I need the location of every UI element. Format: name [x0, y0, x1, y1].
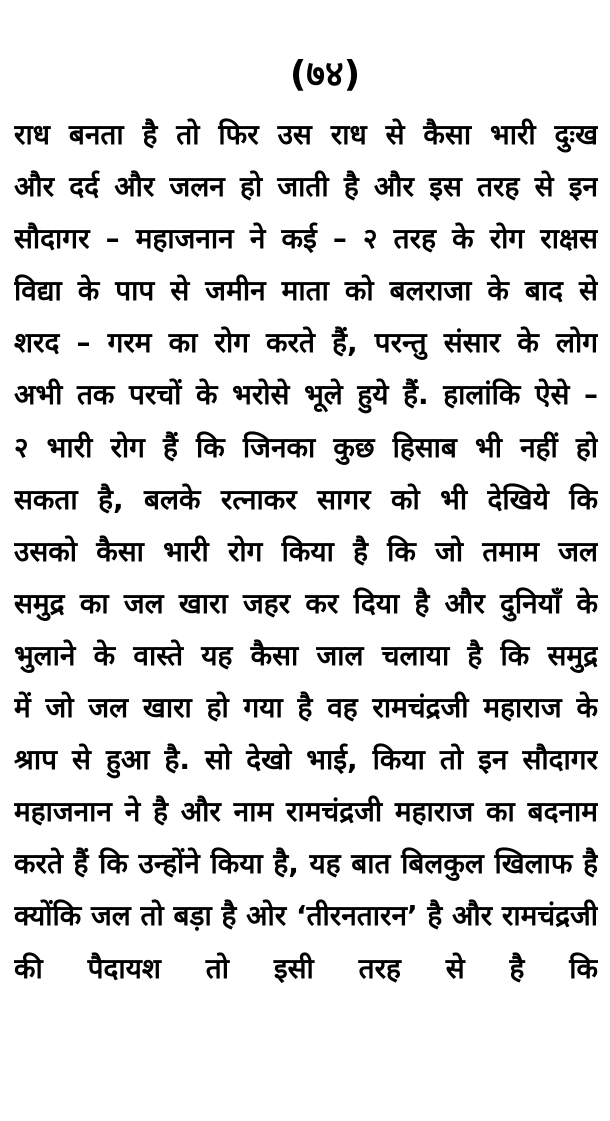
text-line: की पैदायश तो इसी तरह से है कि: [14, 951, 598, 985]
text-line: श्राप से हुआ है. सो देखो भाई, किया तो इन सौदागर: [14, 743, 598, 777]
text-line: क्योंकि जल तो बड़ा है ओर ‘तीरनतारन’ है और रामचंद्रजी: [14, 899, 598, 933]
text-line: महाजनान ने है और नाम रामचंद्रजी महाराज का बदनाम: [14, 795, 598, 829]
text-line: अभी तक परचों के भरोसे भूले हुये हैं. हालांकि ऐसे –: [14, 378, 598, 412]
text-line: करते हैं कि उन्होंने किया है, यह बात बिलकुल खिलाफ है: [14, 847, 598, 881]
text-line: विद्या के पाप से जमीन माता को बलराजा के बाद से: [14, 274, 598, 308]
text-line: शरद – गरम का रोग करते हैं, परन्तु संसार के लोग: [14, 326, 598, 360]
text-line: उसको कैसा भारी रोग किया है कि जो तमाम जल: [14, 534, 598, 568]
text-line: राध बनता है तो फिर उस राध से कैसा भारी दुःख: [14, 118, 598, 151]
text-line: भुलाने के वास्ते यह कैसा जाल चलाया है कि समुद्र: [14, 638, 598, 672]
page-number: (७४): [289, 54, 361, 95]
text-line: और दर्द और जलन हो जाती है और इस तरह से इन: [14, 170, 598, 204]
text-line: समुद्र का जल खारा जहर कर दिया है और दुनियाँ के: [14, 586, 598, 620]
text-line: में जो जल खारा हो गया है वह रामचंद्रजी महाराज के: [14, 691, 598, 725]
text-line: सकता है, बलके रत्नाकर सागर को भी देखिये कि: [14, 482, 598, 516]
text-line: सौदागर – महाजनान ने कई – २ तरह के रोग राक्षस: [14, 222, 598, 256]
body-text: [14, 109, 598, 995]
text-line: २ भारी रोग हैं कि जिनका कुछ हिसाब भी नहीं हो: [14, 430, 598, 464]
